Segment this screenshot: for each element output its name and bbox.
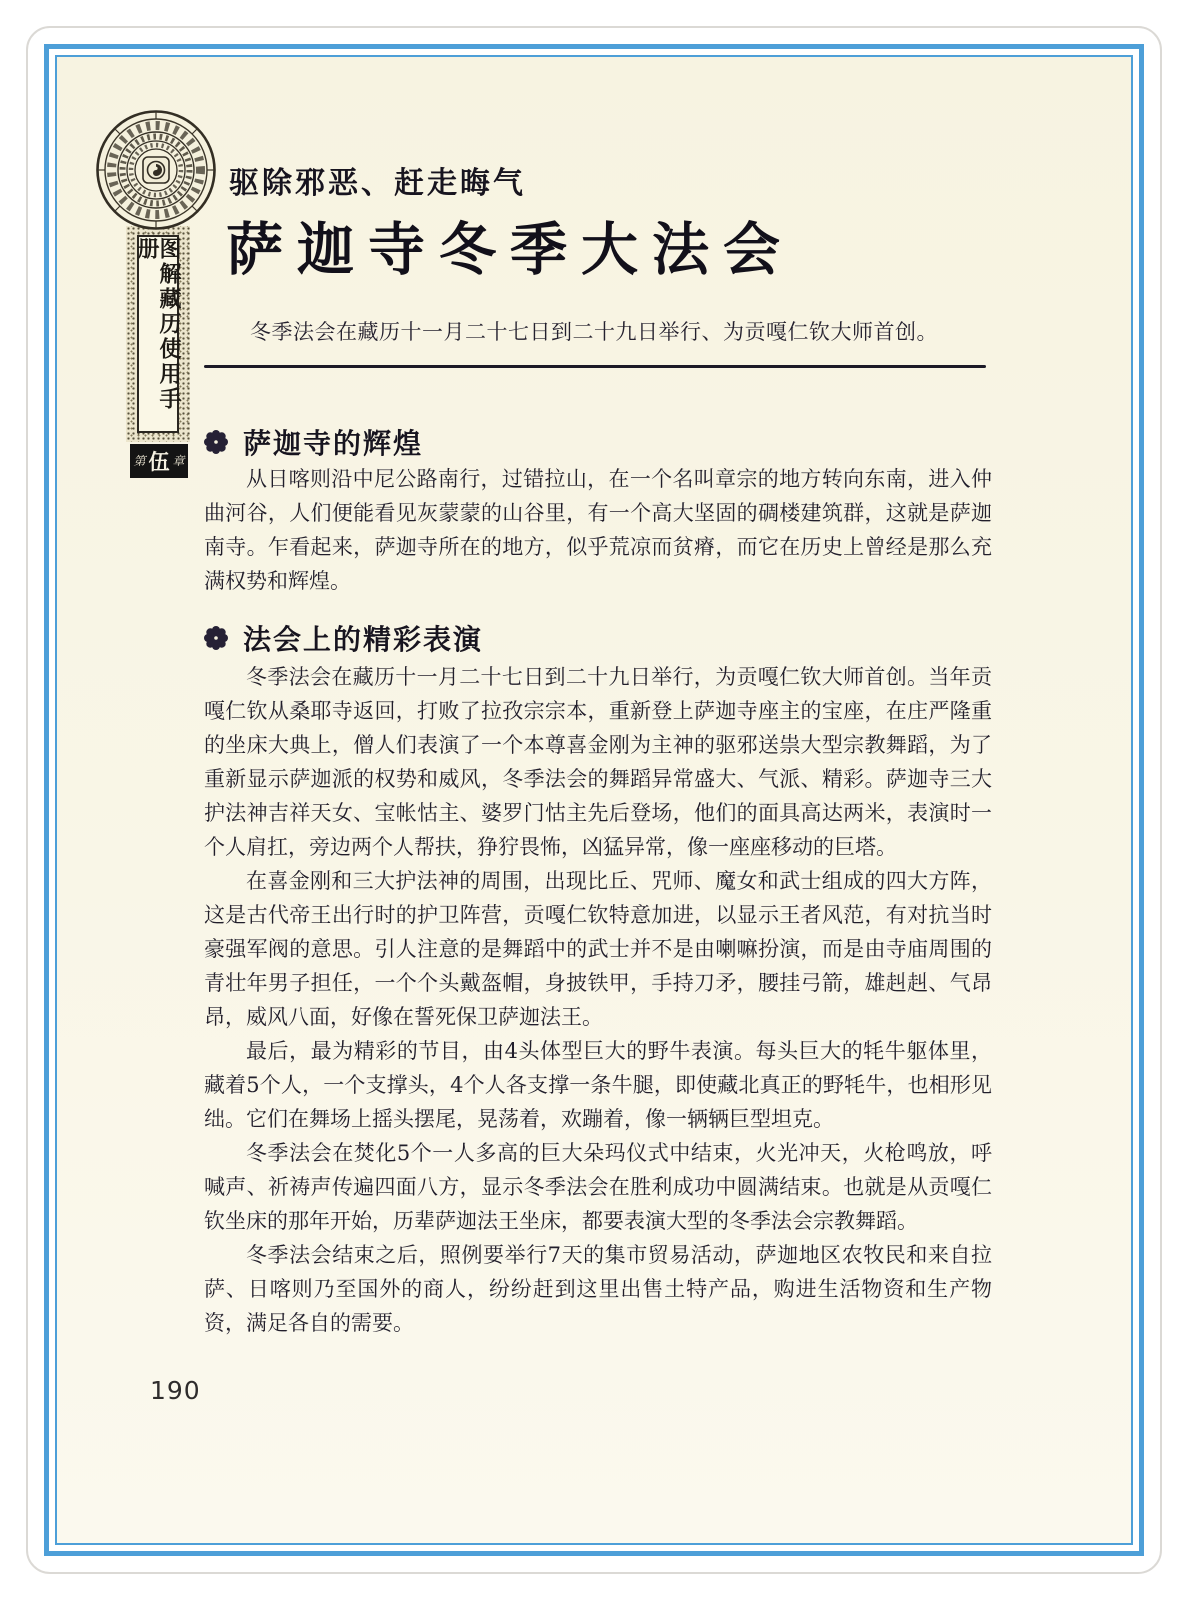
article-title: 萨迦寺冬季大法会 (226, 216, 794, 283)
chapter-suffix: 章 (172, 454, 185, 468)
paragraph: 冬季法会在藏历十一月二十七日到二十九日举行，为贡嘎仁钦大师首创。当年贡嘎仁钦从桑耶寺返回，打败了拉孜宗宗本，重新登上萨迦寺座主的宝座，在庄严隆重的坐床大典上，僧人们表演了一个本尊喜金刚为主神的驱邪送祟大型宗教舞蹈，为了重新显示萨迦派的权势和威风，冬季法会的舞蹈异常盛大、气派、精彩。萨迦寺三大护法神吉祥天女、宝帐怙主、婆罗门怙主先后登场，他们的面具高达两米，表演时一个人肩扛，旁边两个人帮扶，狰狞畏怖，凶猛异常，像一座座移动的巨塔。 (204, 665, 992, 859)
section-heading-label: 萨迦寺的辉煌 (243, 427, 424, 460)
section-heading-sakya-glory (203, 422, 423, 462)
book-title-box (134, 235, 182, 433)
article-lead: 冬季法会在藏历十一月二十七日到二十九日举行、为贡嘎仁钦大师首创。 (250, 320, 938, 344)
book-title-vertical: 图解藏历使用手册 (134, 237, 182, 412)
paragraph: 冬季法会在焚化5个一人多高的巨大朵玛仪式中结束，火光冲天，火枪鸣放，呼喊声、祈祷声传遍四面八方，显示冬季法会在胜利成功中圆满结束。也就是从贡嘎仁钦坐床的那年开始，历辈萨迦法王坐床，都要表演大型的冬季法会宗教舞蹈。 (204, 1141, 992, 1233)
section-body-sakya-glory (204, 462, 992, 598)
rosette-section-marker-icon (203, 625, 229, 651)
tibetan-calendar-wheel-seal-icon (94, 108, 218, 232)
header-divider-rule (204, 365, 986, 368)
rosette-section-marker-icon (203, 429, 229, 455)
section-body-performances (204, 660, 992, 1340)
section-heading-label: 法会上的精彩表演 (243, 623, 484, 656)
paragraph: 最后，最为精彩的节目，由4头体型巨大的野牛表演。每头巨大的牦牛躯体里，藏着5个人，一个支撑头，4个人各支撑一条牛腿，即使藏北真正的野牦牛，也相形见绌。它们在舞场上摇头摆尾，晃荡着，欢蹦着，像一辆辆巨型坦克。 (204, 1039, 992, 1131)
paragraph: 冬季法会结束之后，照例要举行7天的集市贸易活动，萨迦地区农牧民和来自拉萨、日喀则乃至国外的商人，纷纷赶到这里出售土特产品，购进生活物资和生产物资，满足各自的需要。 (204, 1243, 992, 1335)
section-heading-performances (203, 618, 483, 658)
chapter-number: 伍 (148, 448, 170, 474)
paragraph: 在喜金刚和三大护法神的周围，出现比丘、咒师、魔女和武士组成的四大方阵，这是古代帝王出行时的护卫阵营，贡嘎仁钦特意加进，以显示王者风范，有对抗当时豪强军阀的意思。引人注意的是舞蹈中的武士并不是由喇嘛扮演，而是由寺庙周围的青壮年男子担任，一个个头戴盔帽，身披铁甲，手持刀矛，腰挂弓箭，雄赳赳、气昂昂，威风八面，好像在誓死保卫萨迦法王。 (204, 869, 992, 1029)
chapter-prefix: 第 (133, 454, 146, 468)
page-number: 190 (150, 1376, 201, 1405)
article-kicker: 驱除邪恶、赶走晦气 (229, 166, 526, 201)
sidebar-book-title-strip (126, 226, 190, 442)
chapter-tab (130, 444, 188, 478)
paragraph: 从日喀则沿中尼公路南行，过错拉山，在一个名叫章宗的地方转向东南，进入仲曲河谷，人们便能看见灰蒙蒙的山谷里，有一个高大坚固的碉楼建筑群，这就是萨迦南寺。乍看起来，萨迦寺所在的地方，似乎荒凉而贫瘠，而它在历史上曾经是那么充满权势和辉煌。 (204, 467, 992, 593)
